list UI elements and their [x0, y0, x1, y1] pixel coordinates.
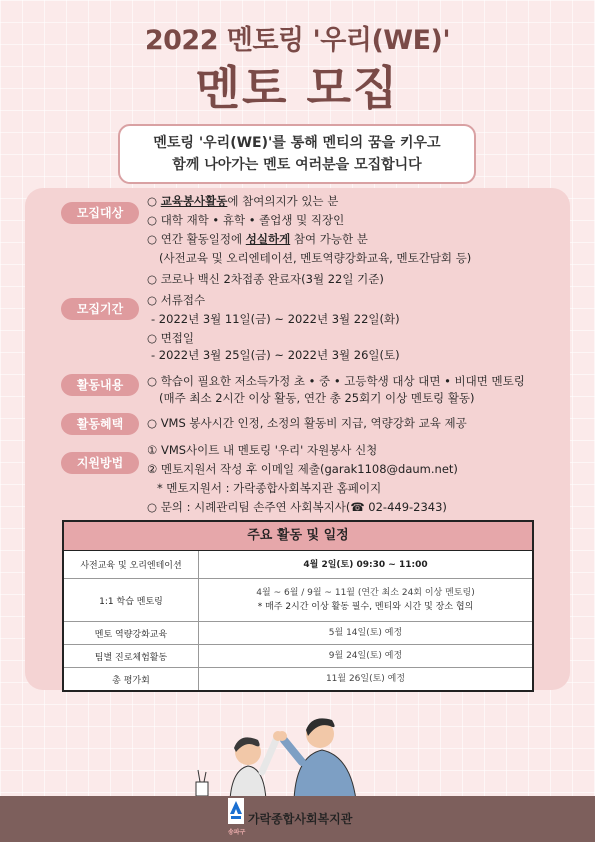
high-five-illustration: [170, 700, 400, 800]
intro-box: [118, 124, 476, 184]
apply-line-4: ○ 문의 : 시례관리팀 손주연 사회복지사(☎ 02-449-2343): [147, 500, 447, 514]
label-apply: 지원방법: [61, 452, 139, 474]
page-title: 2022 멘토링 '우리(WE)': [144, 25, 451, 56]
target-line-1-emph: 교육봉사활동: [160, 194, 228, 208]
table-row: [64, 551, 532, 579]
table-row: [64, 622, 532, 645]
target-line-3: [147, 230, 368, 249]
schedule-table-title: 주요 활동 및 일정: [64, 522, 532, 551]
table-cell-detail: [199, 668, 532, 690]
right-person-hand: [277, 731, 287, 741]
table-cell-name: 사전교육 및 오리엔테이션: [64, 551, 199, 578]
table-cell-detail-text: 4월 2일(토) 09:30 ~ 11:00: [303, 559, 428, 570]
period-line-2: - 2022년 3월 11일(금) ~ 2022년 3월 22일(화): [151, 312, 400, 326]
intro-line-2: 함께 나아가는 멘토 여러분을 모집합니다: [172, 157, 422, 173]
pencil: [198, 770, 200, 782]
table-cell-name: 1:1 학습 멘토링: [64, 579, 199, 621]
label-period: 모집기간: [61, 298, 139, 320]
table-cell-detail-text: 5월 14일(토) 예정: [328, 628, 403, 638]
pencil-cup: [196, 782, 208, 796]
district-name: 송파구: [228, 829, 246, 836]
activity-line-2: (매주 최소 2시간 이상 활동, 연간 총 25회기 이상 멘토링 활동): [159, 391, 475, 405]
right-person-arm: [284, 740, 302, 762]
org-name: 가락종합사회복지관: [248, 812, 353, 826]
table-row: [64, 668, 532, 690]
benefit-line-1: ○ VMS 봉사시간 인정, 소정의 활동비 지급, 역량강화 교육 제공: [147, 416, 467, 430]
table-row: [64, 645, 532, 668]
table-row: [64, 579, 532, 622]
table-cell-name: 총 평가회: [64, 668, 199, 690]
target-line-3-pre: ○ 연간 활동일정에: [147, 232, 246, 246]
table-cell-name: 멘토 역량강화교육: [64, 622, 199, 644]
pencil: [204, 772, 206, 782]
label-target: 모집대상: [61, 202, 139, 224]
schedule-table: [62, 520, 534, 692]
label-activity: 활동내용: [61, 374, 139, 396]
table-cell-detail-text: 4월 ~ 6월 / 9월 ~ 11월 (연간 최소 24회 이상 멘토링): [256, 588, 475, 598]
target-line-3-emph: 성실하게: [245, 232, 291, 246]
table-cell-detail: [199, 622, 532, 644]
apply-line-3: * 멘토지원서 : 가락종합사회복지관 홈페이지: [157, 481, 382, 495]
target-line-2: ○ 대학 재학 • 휴학 • 졸업생 및 직장인: [147, 213, 345, 227]
period-line-1: ○ 서류접수: [147, 293, 206, 307]
logo-bar: [231, 816, 241, 819]
table-cell-detail-text: 9월 24일(토) 예정: [328, 651, 403, 661]
target-line-1: [147, 192, 338, 211]
table-cell-detail: [199, 551, 532, 578]
label-benefit: 활동혜택: [61, 413, 139, 435]
table-cell-detail-text: 11월 26일(토) 예정: [325, 674, 406, 684]
intro-line-1: 멘토링 '우리(WE)'를 통해 멘티의 꿈을 키우고: [153, 135, 441, 151]
period-line-4: - 2022년 3월 25일(금) ~ 2022년 3월 26일(토): [151, 348, 400, 362]
songpa-logo-icon: [228, 798, 244, 824]
activity-line-1: ○ 학습이 필요한 저소득가정 초 • 중 • 고등학생 대상 대면 • 비대면 멘토링: [147, 374, 525, 388]
target-line-1-post: 에 참여의지가 있는 분: [227, 194, 339, 208]
target-line-5: ○ 코로나 백신 2차접종 완료자(3월 22일 기준): [147, 272, 384, 286]
apply-line-1: ① VMS사이트 내 멘토링 '우리' 자원봉사 신청: [147, 443, 378, 457]
table-cell-detail: [199, 579, 532, 621]
page-subtitle: 멘토 모집: [195, 61, 400, 115]
target-line-3-post: 참여 가능한 분: [290, 232, 368, 246]
table-cell-detail-note: * 매주 2시간 이상 활동 필수, 멘티와 시간 및 장소 협의: [257, 602, 474, 612]
target-line-1-pre: ○: [147, 194, 161, 208]
target-line-4: (사전교육 및 오리엔테이션, 멘토역량강화교육, 멘토간담회 등): [159, 251, 472, 265]
apply-line-2: ② 멘토지원서 작성 후 이메일 제출(garak1108@daum.net): [147, 462, 458, 476]
period-line-3: ○ 면접일: [147, 331, 195, 345]
table-cell-name: 팀별 진로체험활동: [64, 645, 199, 667]
table-cell-detail: [199, 645, 532, 667]
left-person-arm: [262, 740, 276, 772]
